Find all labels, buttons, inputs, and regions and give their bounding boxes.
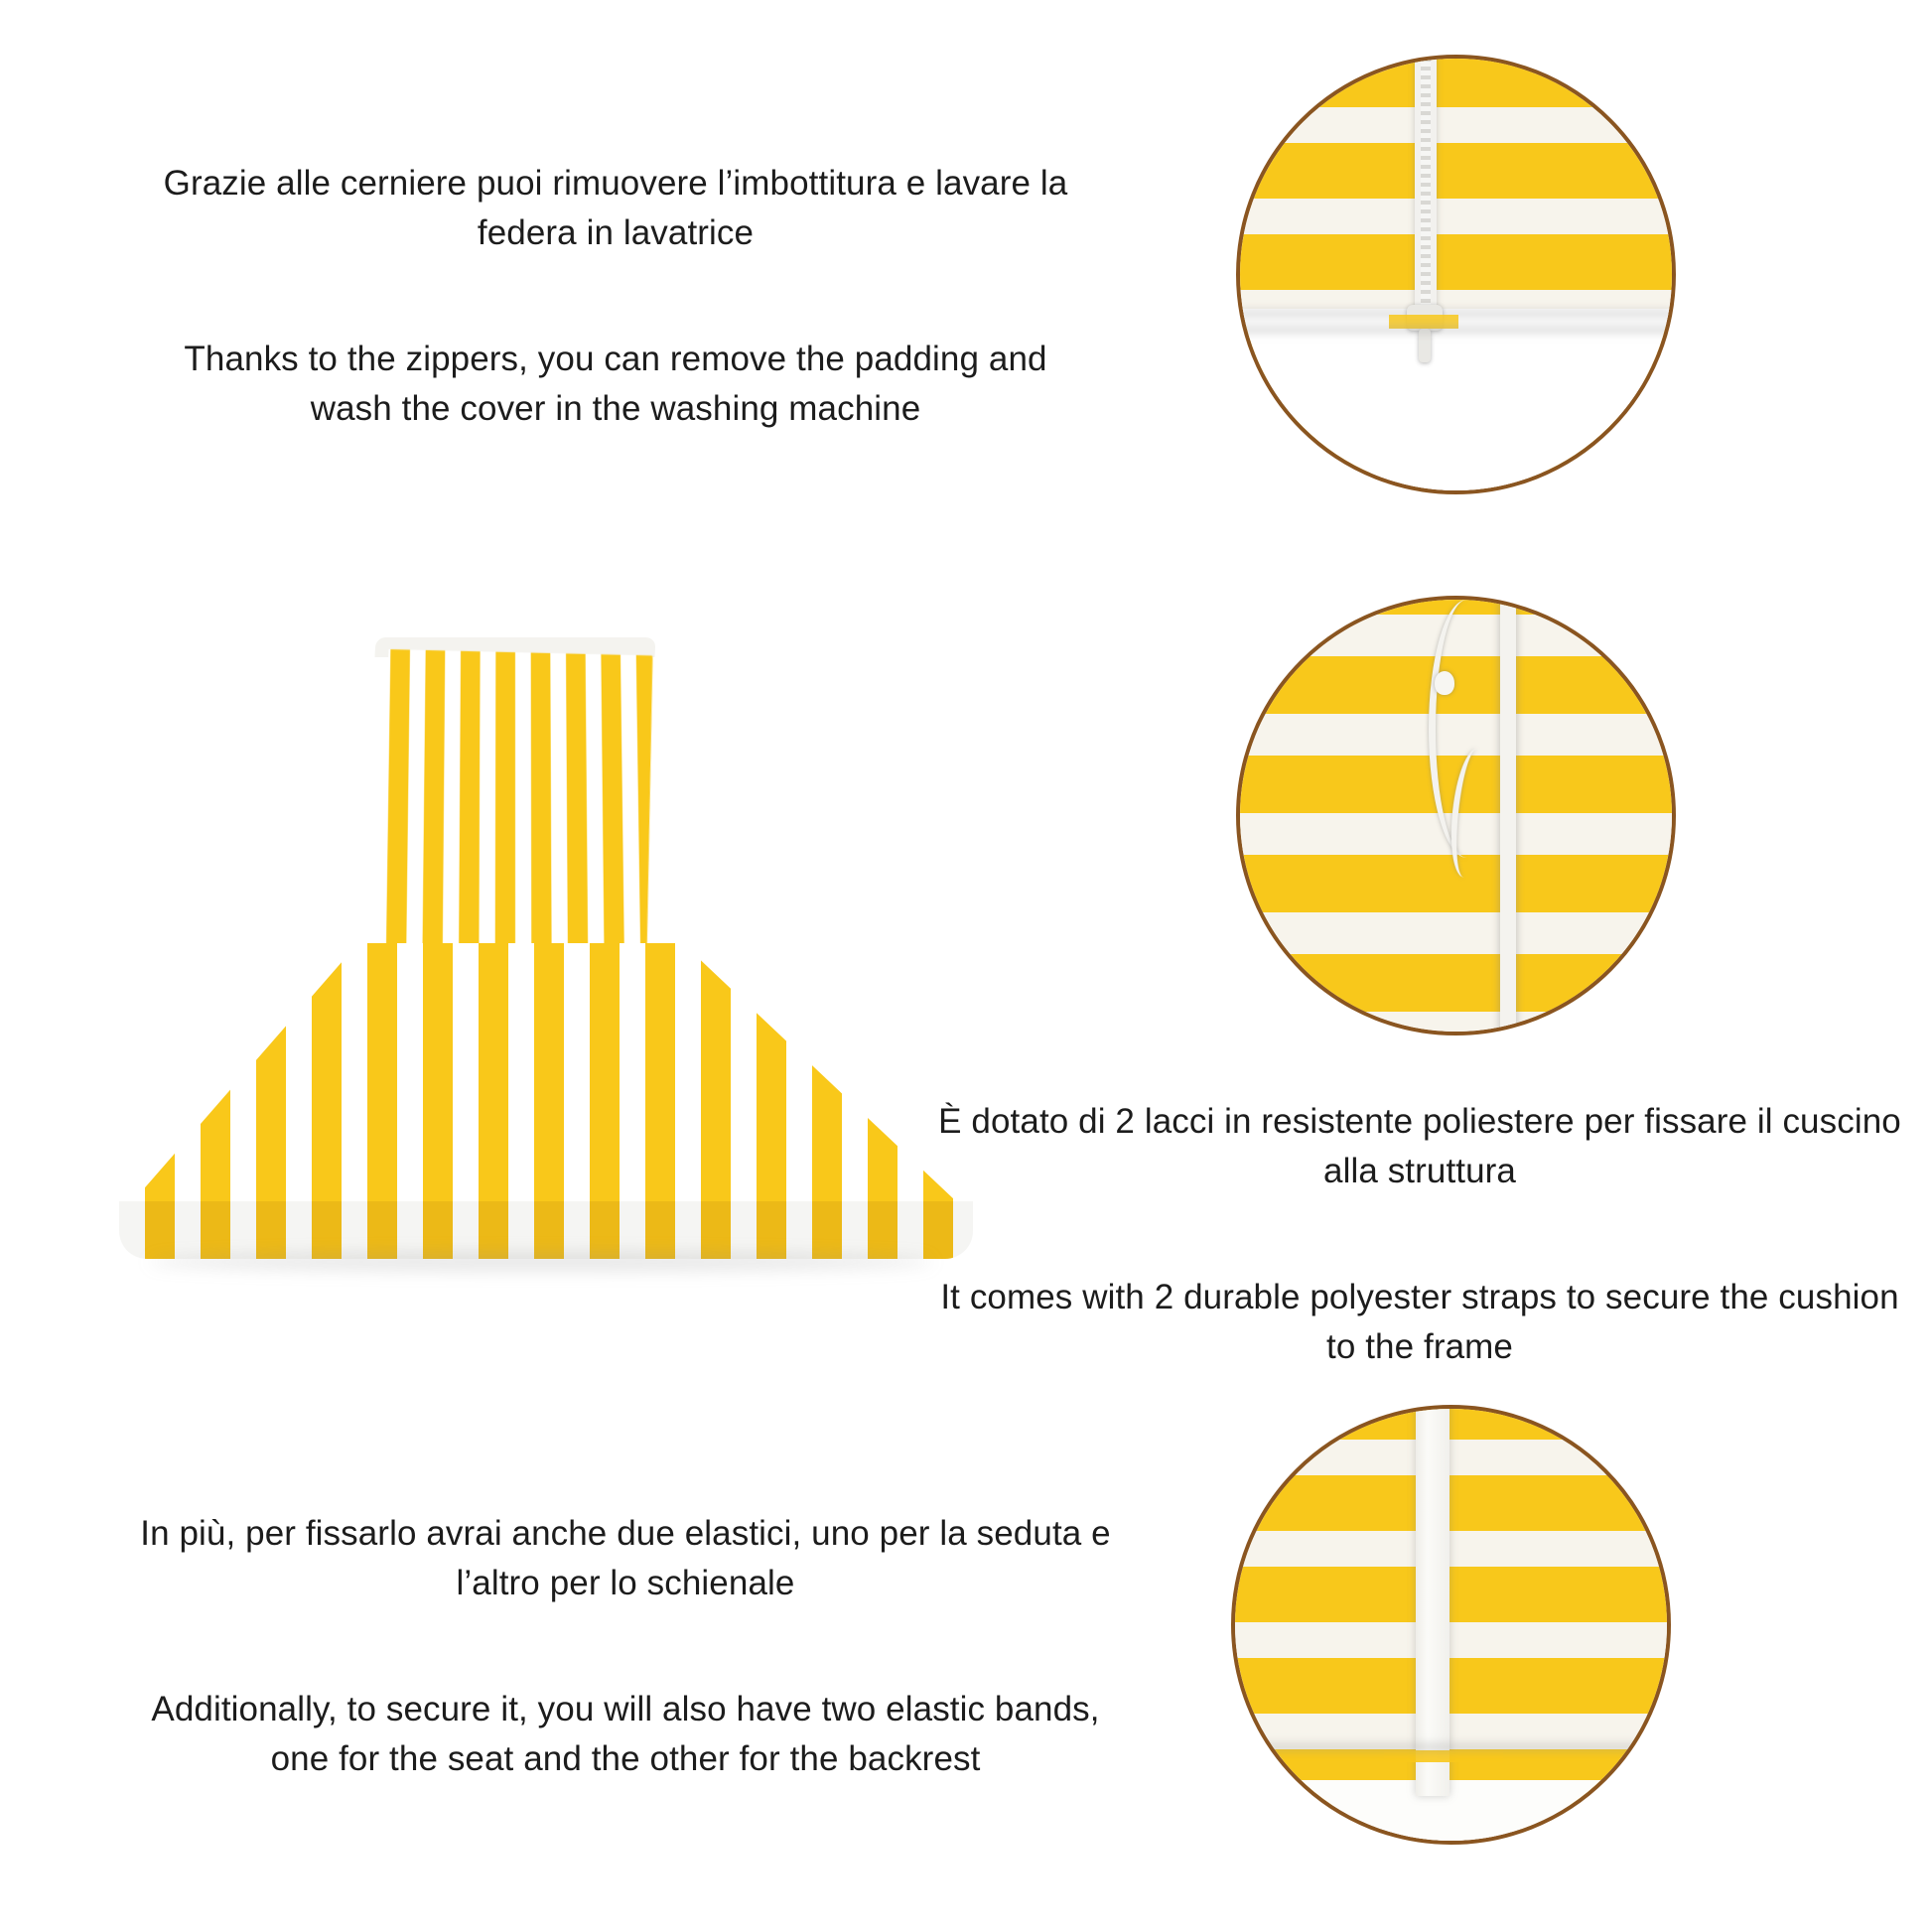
- elastic-text-italian: In più, per fissarlo avrai anche due elastici, uno per la seduta e l’altro per lo schienale: [140, 1514, 1111, 1602]
- strap-photo-inner: [1240, 600, 1672, 1032]
- straps-text-italian: È dotato di 2 lacci in resistente poliestere per fissare il cuscino alla struttura: [938, 1102, 1901, 1190]
- cushion-seat: [119, 943, 973, 1241]
- cushion-front-edge: [119, 1201, 973, 1259]
- cushion-backrest: [369, 649, 658, 975]
- straps-text-block: [923, 1097, 1916, 1372]
- zipper-photo-inner: [1240, 59, 1672, 490]
- cushion-white-edge: [1240, 309, 1672, 490]
- cushion-white-edge: [1235, 1780, 1667, 1841]
- fabric-stripes: [1235, 1409, 1667, 1841]
- zippers-text-block: [149, 159, 1082, 434]
- elastic-text-english: Additionally, to secure it, you will also have two elastic bands, one for the seat and the other for the backrest: [151, 1690, 1100, 1779]
- strap-detail-photo: [1236, 596, 1676, 1035]
- cushion-drop-shadow: [149, 1253, 933, 1271]
- cord-knot: [1435, 671, 1454, 695]
- edge-shadow: [1235, 1742, 1667, 1752]
- zippers-text-italian: Grazie alle cerniere puoi rimuovere l’imbottitura e lavare la federa in lavatrice: [163, 164, 1068, 252]
- elastic-text-block: [119, 1509, 1132, 1784]
- straps-text-english: It comes with 2 durable polyester straps to secure the cushion to the frame: [940, 1278, 1899, 1367]
- elastic-photo-inner: [1235, 1409, 1667, 1841]
- sunbed-cushion-illustration: [119, 645, 973, 1301]
- elastic-band: [1416, 1409, 1449, 1796]
- fabric-seam: [1500, 600, 1516, 1032]
- elastic-detail-photo: [1231, 1405, 1671, 1845]
- edge-shadow-lower: [1240, 325, 1672, 335]
- zipper-teeth: [1421, 59, 1431, 309]
- zippers-text-english: Thanks to the zippers, you can remove the padding and wash the cover in the washing machine: [184, 340, 1047, 429]
- zipper-detail-photo: [1236, 55, 1676, 494]
